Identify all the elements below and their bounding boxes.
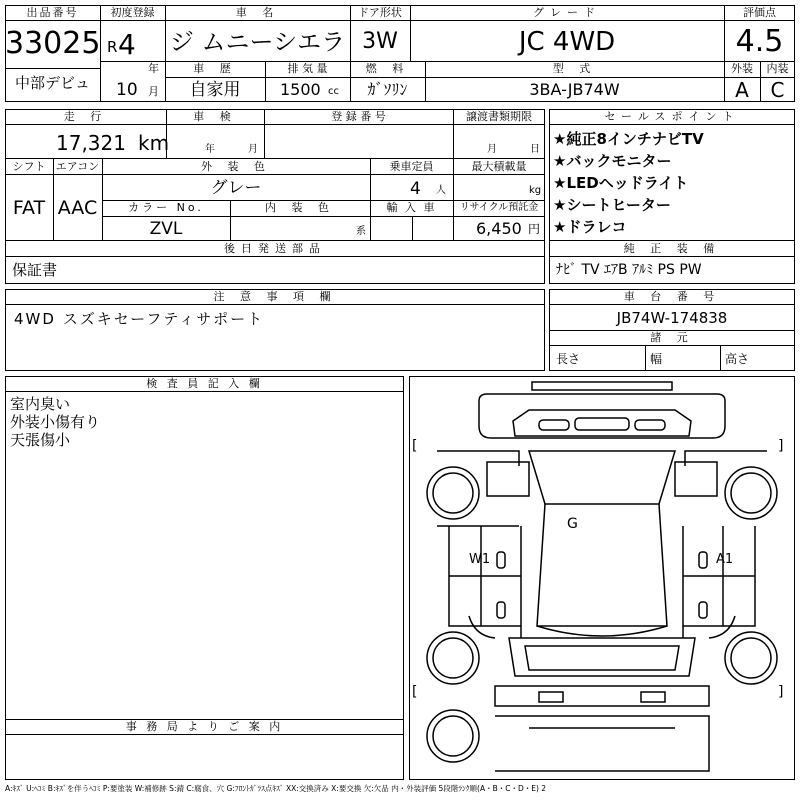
mileage-label: 走 行 xyxy=(63,110,108,123)
recycle-label: リサイクル預託金 xyxy=(459,202,539,213)
max-load-label: 最大積載量 xyxy=(471,160,527,173)
interior-grade: C xyxy=(770,78,785,102)
registration-month: 10 xyxy=(116,80,138,100)
chassis-number: JB74W-174838 xyxy=(616,309,728,327)
inspection-label: 車 検 xyxy=(193,110,237,123)
transfer-month-unit: 月 xyxy=(487,144,497,155)
door-type: 3W xyxy=(362,29,398,54)
mileage-unit: km xyxy=(138,131,170,155)
color-number-label: カラー No. xyxy=(128,201,204,214)
model-label: 型 式 xyxy=(552,62,597,75)
interior-grade-label: 内装 xyxy=(766,62,789,75)
recycle-fee: 6,450 xyxy=(476,219,522,238)
damage-mark-w1: W1 xyxy=(469,552,491,567)
transfer-day-unit: 日 xyxy=(530,144,540,155)
length-label: 長さ xyxy=(556,352,581,366)
exterior-color: グレー xyxy=(210,178,262,198)
legend-text: A:ｷｽﾞ U:ﾍｺﾐ B:ｷｽﾞを伴うﾍｺﾐ P:要塗装 W:補修跡 S:錆 C:腐食、穴 G:ﾌﾛﾝﾄｶﾞﾗｽ点ｷｽﾞ XX:交換済み X:要交換 欠:欠品 内・外装評価 5段階ﾗﾝｸ順(A・B・C・D・E) 2 xyxy=(5,784,547,793)
model-code: 3BA-JB74W xyxy=(529,80,620,99)
history-label: 車 歴 xyxy=(193,62,237,75)
registration-year: 4 xyxy=(118,28,136,61)
capacity: 4 xyxy=(410,179,421,199)
caution-text: 4WD スズキセーフティサポート xyxy=(14,310,265,328)
bracket-left-bottom: [ xyxy=(412,684,418,700)
equipment-label: 純 正 装 備 xyxy=(623,242,721,255)
import-label: 輸 入 車 xyxy=(386,201,437,214)
debut-label: 中部デビュ xyxy=(14,74,90,92)
equipment: ﾅﾋﾞ TV ｴｱB ｱﾙﾐ PS PW xyxy=(556,262,702,278)
bracket-right-bottom: ] xyxy=(778,684,784,700)
era-mark: R xyxy=(107,38,118,56)
sales-point-item: ★シートヒーター xyxy=(553,196,671,214)
fuel-label: 燃 料 xyxy=(365,62,410,75)
bracket-left-top: [ xyxy=(412,438,418,454)
sales-point-item: ★LEDヘッドライト xyxy=(553,174,689,192)
car-name: ジ ムニーシエラ xyxy=(169,28,346,56)
caution-label: 注 意 事 項 欄 xyxy=(213,290,337,303)
damage-mark-g: G xyxy=(567,516,578,532)
bracket-right-top: ] xyxy=(778,438,784,454)
recycle-unit: 円 xyxy=(528,222,541,236)
color-number: ZVL xyxy=(149,219,183,239)
lot-number-label: 出品番号 xyxy=(26,6,79,19)
later-parts: 保証書 xyxy=(12,261,58,279)
month-unit: 月 xyxy=(148,85,159,98)
overall-score: 4.5 xyxy=(735,24,784,59)
inspector-line: 室内臭い xyxy=(10,395,71,413)
exterior-grade: A xyxy=(735,78,749,102)
sales-point-item: ★ドラレコ xyxy=(553,218,627,236)
width-label: 幅 xyxy=(650,352,663,366)
interior-color-unit: 系 xyxy=(356,226,366,237)
specs-label: 諸 元 xyxy=(650,331,694,344)
sales-points-label: セールスポイント xyxy=(604,110,740,123)
exterior-color-label: 外 装 色 xyxy=(201,160,271,173)
exterior-grade-label: 外装 xyxy=(731,62,753,75)
transfer-deadline-label: 譲渡書類期限 xyxy=(466,110,532,123)
capacity-unit: 人 xyxy=(436,185,446,196)
max-load-unit: kg xyxy=(529,185,542,196)
later-parts-label: 後日発送部品 xyxy=(224,242,326,255)
interior-color-label: 内 装 色 xyxy=(265,201,335,214)
lot-number: 33025 xyxy=(5,26,101,61)
sales-point-item: ★バックモニター xyxy=(553,152,672,170)
sales-point-item: ★純正8インチナビTV xyxy=(553,130,704,148)
shift-label: シフト xyxy=(12,160,46,173)
inspection-year-unit: 年 xyxy=(205,144,215,155)
displacement-label: 排 気 量 xyxy=(287,62,328,75)
shift-type: FAT xyxy=(12,197,46,219)
height-label: 高さ xyxy=(725,352,750,366)
inspection-month-unit: 月 xyxy=(248,144,258,155)
first-registration-label: 初度登録 xyxy=(110,6,155,19)
grade: JC 4WD xyxy=(518,27,616,57)
inspector-line: 外装小傷有り xyxy=(10,413,101,431)
inspector-line: 天張傷小 xyxy=(10,431,71,449)
registration-number-label: 登 録 番 号 xyxy=(331,110,386,123)
car-diagram-drawing xyxy=(409,376,795,780)
aircon-label: エアコン xyxy=(55,160,100,173)
chassis-label: 車 台 番 号 xyxy=(623,290,721,303)
capacity-label: 乗車定員 xyxy=(389,160,434,173)
door-type-label: ドア形状 xyxy=(358,6,402,19)
displacement-unit: cc xyxy=(328,86,339,97)
car-name-label: 車 名 xyxy=(235,6,280,19)
aircon-type: AAC xyxy=(57,197,98,219)
inspector-label: 検 査 員 記 入 欄 xyxy=(146,377,263,390)
year-unit: 年 xyxy=(148,62,159,75)
history: 自家用 xyxy=(189,80,241,100)
displacement: 1500 xyxy=(280,80,321,99)
grade-label: グレード xyxy=(533,6,601,19)
fuel: ｶﾞｿﾘﾝ xyxy=(367,80,408,99)
damage-mark-a1: A1 xyxy=(716,552,734,567)
score-label: 評価点 xyxy=(743,6,776,19)
office-notice-label: 事 務 局 よ り ご 案 内 xyxy=(125,720,284,733)
mileage: 17,321 xyxy=(56,131,126,155)
